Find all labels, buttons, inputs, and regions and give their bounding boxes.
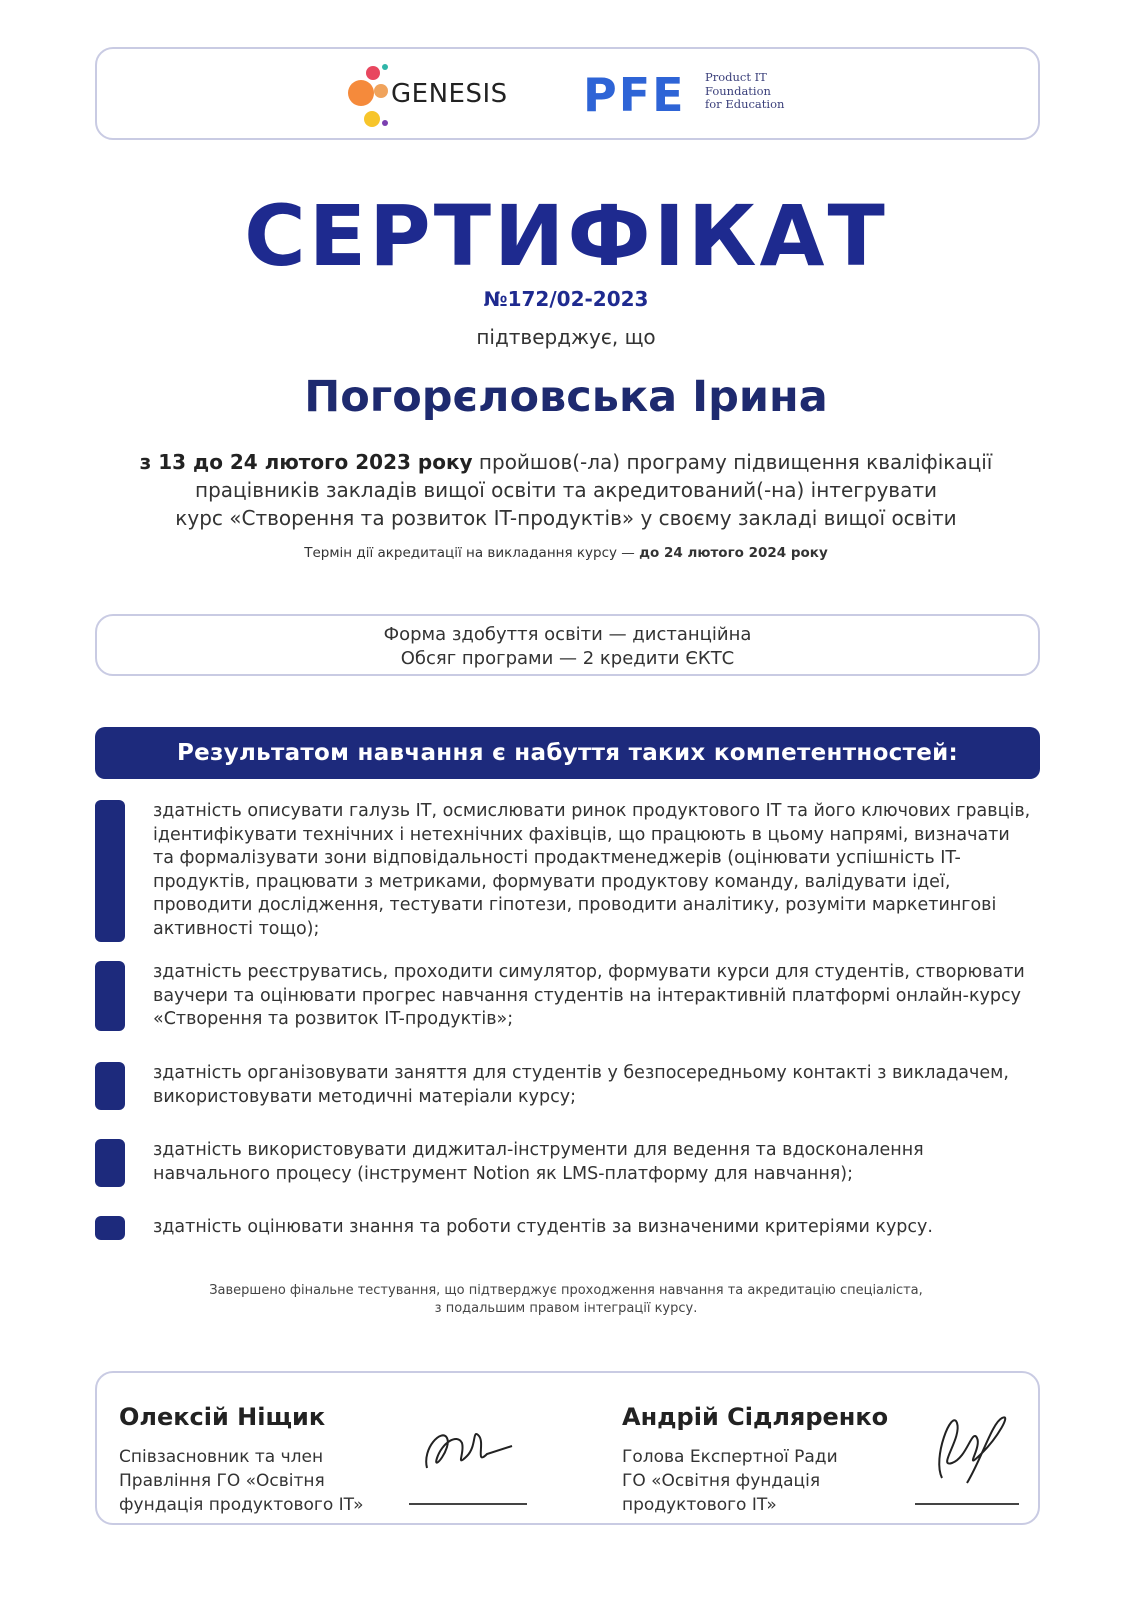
accreditation-validity: Термін дії акредитації на викладання курсу — до 24 лютого 2024 року	[304, 545, 828, 561]
genesis-logo	[347, 61, 527, 131]
pfe-subtitle: Product IT Foundation for Education	[705, 70, 785, 111]
recipient-name: Погорєловська Ірина	[304, 372, 828, 422]
signatory-name: Олексій Ніщик	[119, 1403, 326, 1431]
competency-item	[95, 1216, 1040, 1240]
signature-2	[922, 1398, 1022, 1493]
competency-bar	[95, 800, 125, 942]
competency-text: здатність використовувати диджитал-інструменти для ведення та вдосконалення навчального процесу (інструмент Notion як LMS-платформу для навчання);	[153, 1140, 924, 1184]
signature-line	[409, 1503, 527, 1505]
competency-bar	[95, 1216, 125, 1240]
program-volume: Обсяг програми — 2 кредити ЄКТС	[400, 648, 735, 669]
competency-text: здатність організовувати заняття для студентів у безпосередньому контакті з викладачем, використовувати методичні матеріали курсу;	[153, 1063, 1009, 1107]
genesis-dots-icon	[347, 61, 391, 131]
logo-header	[95, 47, 1040, 140]
final-testing-note: Завершено фінальне тестування, що підтверджує проходження навчання та акредитацію спеціаліста, з подальшим правом інтеграції курсу.	[209, 1283, 923, 1316]
genesis-wordmark: GENESIS	[391, 79, 508, 109]
competency-text: здатність реєструватись, проходити симулятор, формувати курси для студентів, створювати ваучери та оцінювати прогрес навчання студентів на інтерактивній платформі онлайн-курсу «Створення та розвиток IT-продуктів»;	[153, 962, 1025, 1029]
signatures-box	[95, 1371, 1040, 1525]
competency-bar	[95, 1139, 125, 1187]
competency-item	[95, 1062, 1040, 1110]
pfe-mark-icon	[583, 71, 693, 115]
body-text: з 13 до 24 лютого 2023 року пройшов(-ла) програму підвищення кваліфікації працівників закладів вищої освіти та акредитований(-на) інтегрувати курс «Створення та розвиток IT-продуктів» у своєму закладі вищої освіти	[139, 450, 993, 530]
signature-line	[915, 1503, 1019, 1505]
competency-bar	[95, 961, 125, 1031]
competency-text: здатність оцінювати знання та роботи студентів за визначеними критеріями курсу.	[153, 1217, 933, 1237]
signature-1	[417, 1418, 527, 1478]
confirms-text: підтверджує, що	[476, 325, 656, 349]
competency-item	[95, 1139, 1040, 1187]
competency-bar	[95, 1062, 125, 1110]
competencies-banner: Результатом навчання є набуття таких компетентностей:	[95, 727, 1040, 779]
pfe-logo	[583, 69, 803, 119]
program-info-box	[95, 614, 1040, 676]
certificate-number: №172/02-2023	[483, 287, 649, 311]
certificate-title: СЕРТИФІКАТ	[244, 187, 888, 285]
svg-text:PFE: PFE	[583, 71, 686, 115]
competency-text: здатність описувати галузь IT, осмислювати ринок продуктового IT та його ключових гравців, ідентифікувати технічних і нетехнічних фахівців, що працюють в цьому напрямі, визначати та формалізувати зони відповідальності продактменеджерів (оцінювати успішність IT-продуктів, працювати з метриками, формувати продуктову команду, валідувати ідеї, проводити дослідження, тестувати гіпотези, проводити аналітику, розуміти маркетингові активності тощо);	[153, 801, 1031, 939]
course-dates: з 13 до 24 лютого 2023 року	[139, 450, 473, 474]
competency-item	[95, 961, 1040, 1031]
signatory-name: Андрій Сідляренко	[622, 1403, 889, 1431]
education-form: Форма здобуття освіти — дистанційна	[383, 624, 752, 645]
signatory-role: Голова Експертної Ради ГО «Освітня фундація продуктового IT»	[622, 1447, 838, 1515]
competency-item	[95, 800, 1040, 942]
signatory-role: Співзасновник та член Правління ГО «Освітня фундація продуктового IT»	[119, 1447, 364, 1515]
